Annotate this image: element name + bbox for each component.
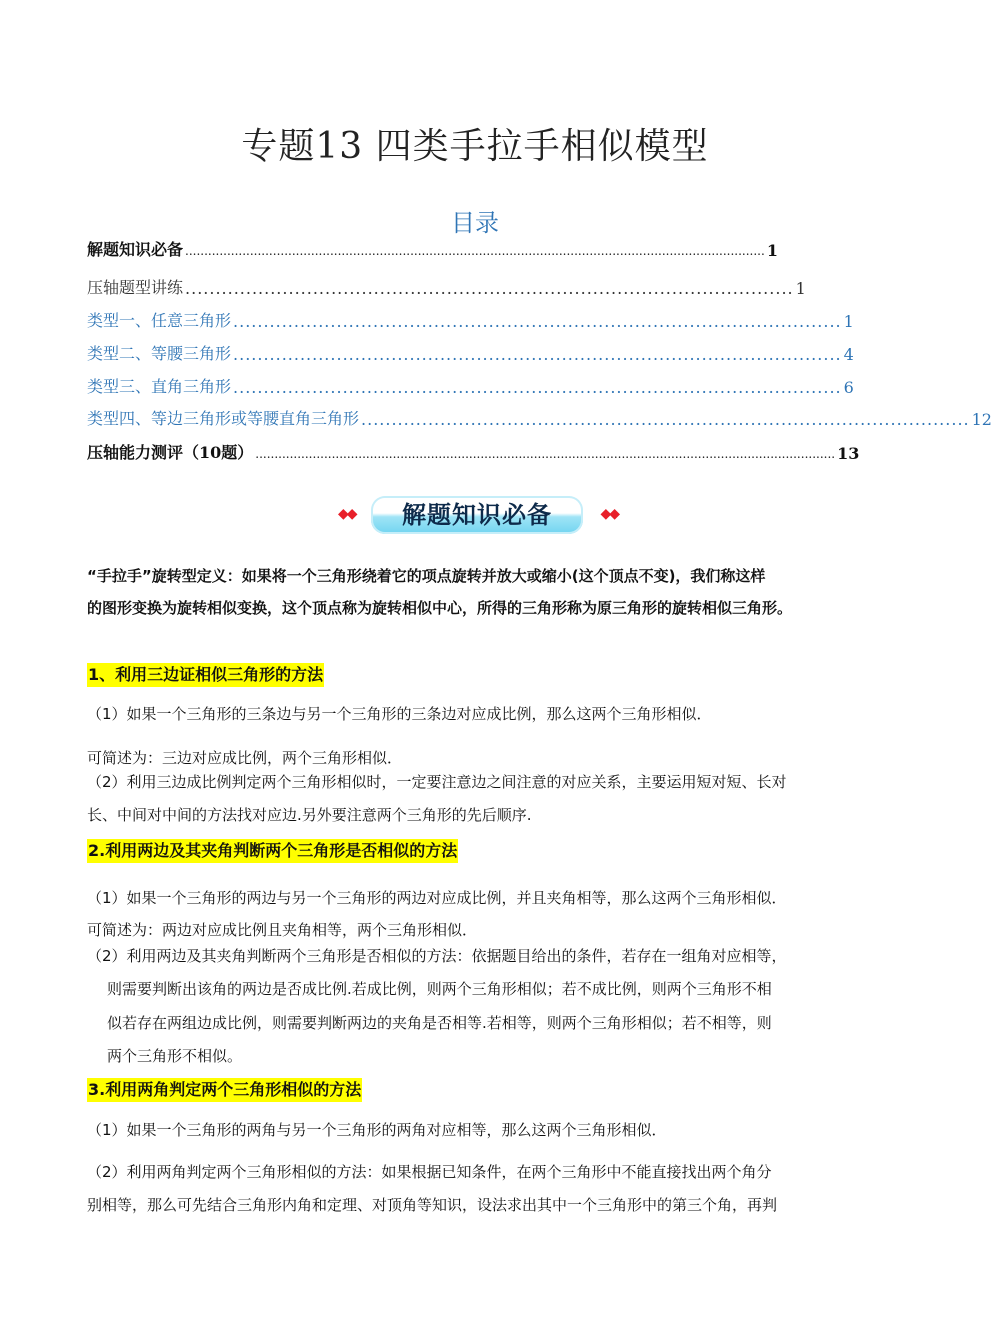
section-2-line-5: 似若存在两组边成比例，则需要判断两边的夹角是否相等.若相等，则两个三角形相似；若不相等，则 [107,1014,772,1032]
toc-leader: .................................................................................................... [185,279,794,298]
section-heading-2: 2.利用两边及其夹角判断两个三角形是否相似的方法 [87,839,458,863]
toc-item-practice[interactable]: 压轴题型讲练 .................................................................................................... 1 [87,278,806,298]
toc-item-type-3[interactable]: 类型三、直角三角形 .................................................................................................... 6 [87,377,854,397]
section-banner [338,492,618,538]
diamond-ornament-icon: ◆◆ [338,506,356,522]
toc-item-knowledge[interactable]: 解题知识必备 ........................................................................................................................................................ 1 [87,240,778,260]
toc-leader: .................................................................................................... [233,378,842,397]
toc-leader: ........................................................................................................................................................ [255,447,836,461]
toc-heading: 目录 [451,209,499,237]
toc-leader: ........................................................................................................................................................ [185,244,765,258]
section-2-line-2: 可简述为：两边对应成比例且夹角相等，两个三角形相似． [87,921,478,939]
toc-item-type-4[interactable]: 类型四、等边三角形或等腰直角三角形 .................................................................................................... 12 [87,409,992,429]
toc-item-assessment[interactable]: 压轴能力测评（10题） ........................................................................................................................................................ 13 [87,443,860,463]
section-1-line-1: （1）如果一个三角形的三条边与另一个三角形的三条边对应成比例，那么这两个三角形相似． [87,705,712,723]
banner-label: 解题知识必备 [402,501,552,529]
section-2-line-1: （1）如果一个三角形的两边与另一个三角形的两边对应成比例，并且夹角相等，那么这两个三角形相似． [87,889,787,907]
toc-item-type-2[interactable]: 类型二、等腰三角形 .................................................................................................... 4 [87,344,854,364]
section-2-line-6: 两个三角形不相似。 [107,1047,243,1065]
definition-paragraph: “手拉手”旋转型定义：如果将一个三角形绕着它的项点旋转并放大或缩小(这个顶点不变)，我们称这样 的图形变换为旋转相似变换，这个顶点称为旋转相似中心，所得的三角形称为原三角形的旋转相似三角形。 [87,567,793,617]
toc-leader: .................................................................................................... [233,345,842,364]
document-title: 专题13 四类手拉手相似模型 [241,126,709,167]
section-3-line-3: 别相等，那么可先结合三角形内角和定理、对顶角等知识，设法求出其中一个三角形中的第三个角，再判 [87,1196,778,1214]
section-1-line-4: 长、中间对中间的方法找对应边.另外要注意两个三角形的先后顺序. [87,806,532,824]
section-2-line-4: 则需要判断出该角的两边是否成比例.若成比例，则两个三角形相似；若不成比例，则两个三角形不相 [107,980,772,998]
diamond-ornament-icon: ◆◆ [600,506,618,522]
section-3-line-2: （2）利用两角判定两个三角形相似的方法：如果根据已知条件，在两个三角形中不能直接找出两个角分 [87,1163,772,1181]
toc-leader: .................................................................................................... [233,312,842,331]
section-1-line-3: （2）利用三边成比例判定两个三角形相似时，一定要注意边之间注意的对应关系，主要运用短对短、长对 [87,773,787,791]
toc-leader: .................................................................................................... [361,410,970,429]
toc-item-type-1[interactable]: 类型一、任意三角形 .................................................................................................... 1 [87,311,854,331]
section-2-line-3: （2）利用两边及其夹角判断两个三角形是否相似的方法：依据题目给出的条件，若存在一组角对应相等， [87,947,787,965]
section-1-line-2: 可简述为：三边对应成比例，两个三角形相似． [87,749,403,767]
section-3-line-1: （1）如果一个三角形的两角与另一个三角形的两角对应相等，那么这两个三角形相似． [87,1121,667,1139]
section-heading-3: 3.利用两角判定两个三角形相似的方法 [87,1078,362,1102]
section-heading-1: 1、利用三边证相似三角形的方法 [87,663,324,687]
